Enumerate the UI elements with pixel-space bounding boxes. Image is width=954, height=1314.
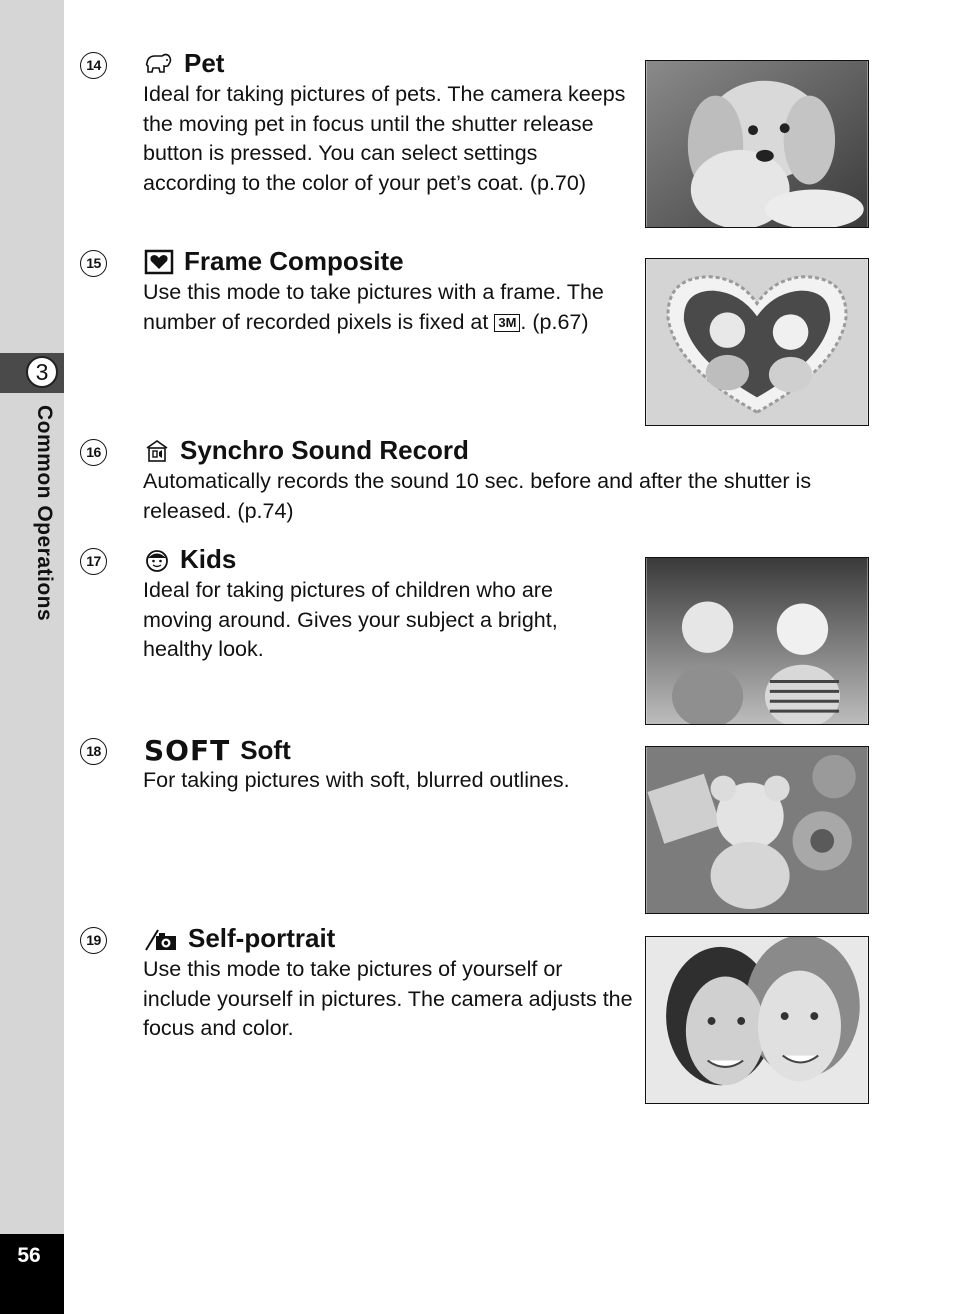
frame-heart-icon (144, 249, 174, 275)
entry-number: 19 (80, 927, 107, 954)
mode-description: Use this mode to take pictures of yourself or include yourself in pictures. The camera adjusts the focus and color. (143, 957, 633, 1040)
entry-number: 18 (80, 738, 107, 765)
entry-number: 14 (80, 52, 107, 79)
resolution-badge: 3M (494, 314, 520, 332)
entry-number: 15 (80, 250, 107, 277)
mode-description (143, 278, 633, 337)
entry-number: 17 (80, 548, 107, 575)
kids-photo (645, 557, 869, 725)
mode-title: Self-portrait (188, 923, 336, 953)
mode-title: Synchro Sound Record (180, 435, 469, 465)
teddy-bear-photo (645, 746, 869, 914)
chapter-label: Common Operations (33, 405, 56, 622)
self-portrait-photo (645, 936, 869, 1104)
heart-frame-photo (645, 258, 869, 426)
mode-title: Frame Composite (184, 246, 404, 276)
dog-photo (645, 60, 869, 228)
mode-description: Ideal for taking pictures of pets. The camera keeps the moving pet in focus until the shutter release button is pressed. You can select settings according to the color of your pet’s coat. (p.70) (143, 82, 626, 195)
description-text: Use this mode to take pictures with a frame. The number of recorded pixels is fixed at (143, 280, 604, 334)
mode-description: For taking pictures with soft, blurred outlines. (143, 768, 570, 792)
entry-number: 16 (80, 439, 107, 466)
description-text-end: . (p.67) (520, 309, 589, 334)
mode-title: Soft (240, 735, 291, 765)
mode-title: Pet (184, 48, 225, 78)
page-number: 56 (17, 1244, 41, 1267)
chapter-sidebar (0, 0, 64, 1314)
kids-icon (144, 547, 170, 573)
self-portrait-icon (144, 926, 178, 952)
mode-description: Automatically records the sound 10 sec. before and after the shutter is released. (p.74) (143, 469, 812, 523)
synchro-sound-icon (144, 438, 170, 464)
pet-icon (144, 51, 174, 77)
chapter-number: 3 (26, 356, 58, 388)
mode-title: Kids (180, 544, 237, 574)
mode-description: Ideal for taking pictures of children who are moving around. Gives your subject a bright, healthy look. (143, 578, 558, 661)
soft-icon: SOFT (144, 734, 231, 767)
